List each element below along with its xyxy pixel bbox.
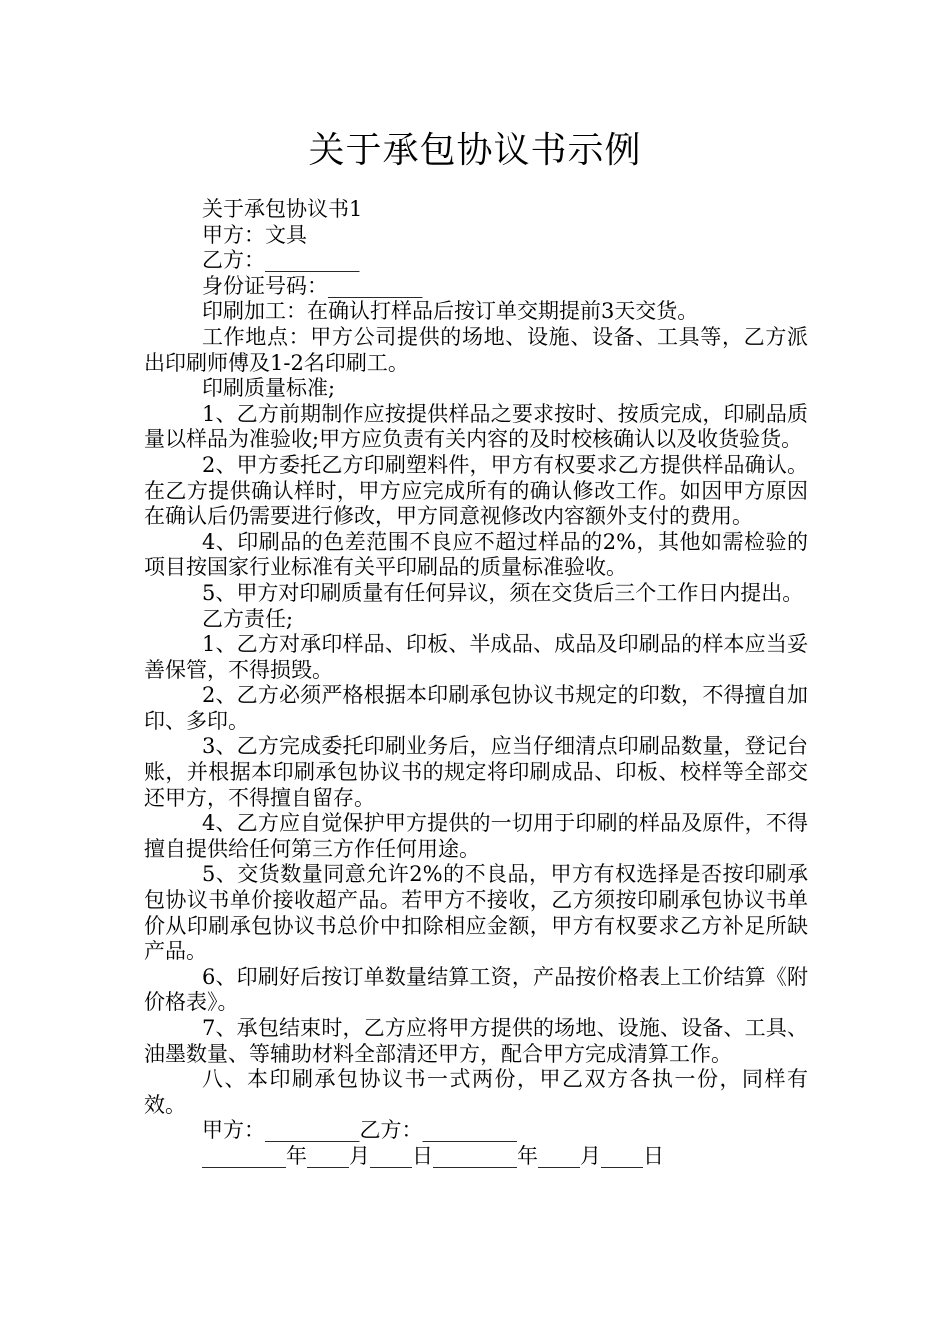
paragraph-responsibility-1: 1、乙方对承印样品、印板、半成品、成品及印刷品的样本应当妥善保管，不得损毁。 <box>144 632 808 682</box>
paragraph-subtitle: 关于承包协议书1 <box>201 197 363 221</box>
paragraph-party-b: 乙方：_________ <box>201 248 360 273</box>
paragraph-responsibility-heading: 乙方责任; <box>201 606 294 631</box>
paragraph-quality-heading: 印刷质量标准; <box>201 376 336 401</box>
paragraph-responsibility-7: 7、承包结束时，乙方应将甲方提供的场地、设施、设备、工具、油墨数量、等辅助材料全部清还甲方，配合甲方完成清算工作。 <box>144 1016 808 1066</box>
paragraph-quality-2: 2、甲方委托乙方印刷塑料件，甲方有权要求乙方提供样品确认。在乙方提供确认样时，甲方应完成所有的确认修改工作。如因甲方原因在确认后仍需要进行修改，甲方同意视修改内容额外支付的费用。 <box>144 452 808 529</box>
document-title: 关于承包协议书示例 <box>308 130 642 171</box>
paragraph-quality-1: 1、乙方前期制作应按提供样品之要求按时、按质完成，印刷品质量以样品为准验收;甲方应负责有关内容的及时校核确认以及收货验货。 <box>144 401 808 452</box>
signature-line: 甲方：_________乙方：_________ <box>202 1118 517 1143</box>
paragraph-id-number: 身份证号码：_________ <box>201 273 423 298</box>
paragraph-party-a: 甲方：文具 <box>201 222 307 247</box>
paragraph-responsibility-6: 6、印刷好后按订单数量结算工资，产品按价格表上工价结算《附价格表》。 <box>144 964 808 1015</box>
paragraph-responsibility-4: 4、乙方应自觉保护甲方提供的一切用于印刷的样品及原件，不得擅自提供给任何第三方作任何用途。 <box>144 811 808 861</box>
paragraph-clause-8: 八、本印刷承包协议书一式两份，甲乙双方各执一份，同样有效。 <box>144 1067 808 1117</box>
paragraph-responsibility-2: 2、乙方必须严格根据本印刷承包协议书规定的印数，不得擅自加印、多印。 <box>144 683 808 733</box>
paragraph-responsibility-5: 5、交货数量同意允许2%的不良品，甲方有权选择是否按印刷承包协议书单价接收超产品。若甲方不接收，乙方须按印刷承包协议书单价从印刷承包协议书总价中扣除相应金额，甲方有权要求乙方补足所缺产品。 <box>144 862 808 964</box>
date-line: ________年____月____日________年____月____日 <box>202 1143 664 1168</box>
paragraph-printing-processing: 印刷加工：在确认打样品后按订单交期提前3天交货。 <box>201 299 699 324</box>
paragraph-quality-5: 5、甲方对印刷质量有任何异议，须在交货后三个工作日内提出。 <box>201 580 804 605</box>
paragraph-work-location: 工作地点：甲方公司提供的场地、设施、设备、工具等，乙方派出印刷师傅及1-2名印刷工。 <box>144 324 808 375</box>
document-body <box>144 197 808 1170</box>
paragraph-responsibility-3: 3、乙方完成委托印刷业务后，应当仔细清点印刷品数量，登记台账，并根据本印刷承包协议书的规定将印刷成品、印板、校样等全部交还甲方，不得擅自留存。 <box>144 734 808 810</box>
paragraph-quality-4: 4、印刷品的色差范围不良应不超过样品的2%，其他如需检验的项目按国家行业标准有关平印刷品的质量标准验收。 <box>144 529 808 580</box>
